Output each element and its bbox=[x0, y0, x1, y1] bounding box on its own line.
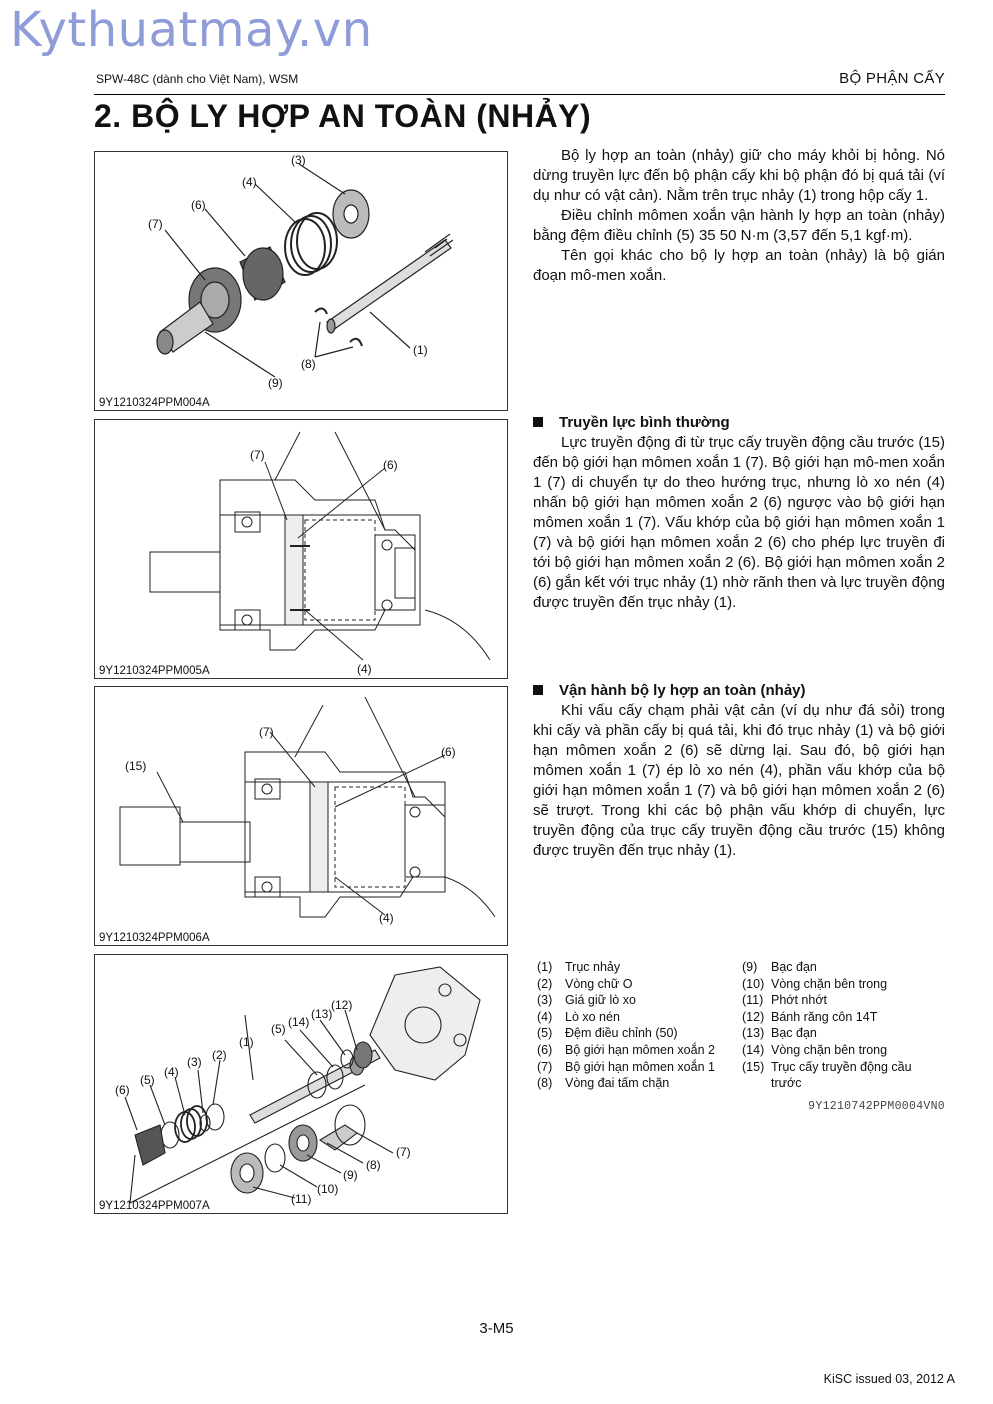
bullet-square-icon bbox=[533, 685, 543, 695]
fig1-label: (3) bbox=[291, 153, 306, 167]
footer-issue: KiSC issued 03, 2012 A bbox=[823, 1372, 955, 1386]
legend-item bbox=[537, 1075, 742, 1092]
fig4-label: (14) bbox=[288, 1015, 310, 1029]
legend-number: (1) bbox=[537, 960, 553, 974]
figure-code: 9Y1210324PPM004A bbox=[99, 397, 210, 409]
legend-text: Trục cấy truyền động cầu trước bbox=[771, 1059, 912, 1091]
fig1-label: (1) bbox=[413, 343, 428, 357]
legend-text: Vòng đai tấm chặn bbox=[565, 1076, 670, 1091]
legend-item bbox=[537, 1042, 742, 1059]
fig4-label: (1) bbox=[239, 1035, 254, 1049]
section-heading-text: Vận hành bộ ly hợp an toàn (nhảy) bbox=[559, 682, 806, 699]
legend-number: (8) bbox=[537, 1076, 553, 1091]
exploded-view-drawing bbox=[95, 152, 507, 410]
fig3-label: (4) bbox=[379, 911, 394, 925]
legend-number: (4) bbox=[537, 1009, 553, 1024]
fig4-label: (5) bbox=[140, 1073, 155, 1087]
fig4-label: (9) bbox=[343, 1168, 358, 1182]
intro-text bbox=[533, 146, 945, 286]
intro-paragraph: Bộ ly hợp an toàn (nhảy) giữ cho máy khỏi bị hỏng. Nó dừng truyền lực đến bộ phận cấy khi bộ phận đó bị quá tải (ví dụ như có vật cản). Nằm trên trục nhảy (1) trong hộp cấy 1. bbox=[533, 147, 945, 204]
site-watermark: Kythuatmay.vn bbox=[10, 2, 373, 58]
legend-number: (3) bbox=[537, 993, 553, 1008]
fig1-label: (6) bbox=[191, 198, 206, 212]
legend-item bbox=[742, 1025, 947, 1042]
intro-paragraph: Tên gọi khác cho bộ ly hợp an toàn (nhảy) là bộ gián đoạn mô-men xoắn. bbox=[533, 247, 945, 284]
fig4-label: (12) bbox=[331, 998, 353, 1012]
fig3-label: (15) bbox=[125, 759, 147, 773]
fig1-label: (7) bbox=[148, 217, 163, 231]
legend-number: (9) bbox=[742, 960, 758, 974]
figure-clutch-operation bbox=[94, 686, 508, 946]
legend-item bbox=[742, 992, 947, 1009]
legend-number: (13) bbox=[742, 1026, 765, 1041]
legend-column bbox=[742, 959, 947, 1092]
legend-number: (7) bbox=[537, 1059, 553, 1074]
cross-section-drawing bbox=[95, 420, 507, 678]
legend-text: Vòng chặn bên trong bbox=[771, 1042, 888, 1057]
legend-text: Đệm điều chỉnh (50) bbox=[565, 1026, 678, 1041]
figure-exploded-view bbox=[94, 151, 508, 411]
section-heading bbox=[533, 681, 945, 701]
legend-text: Phớt nhớt bbox=[771, 993, 828, 1008]
legend-item bbox=[742, 1059, 947, 1092]
legend-column bbox=[537, 959, 742, 1092]
legend-number: (5) bbox=[537, 1026, 553, 1041]
legend-item bbox=[537, 959, 742, 976]
bullet-square-icon bbox=[533, 417, 543, 427]
legend-item bbox=[742, 1042, 947, 1059]
fig4-label: (6) bbox=[115, 1083, 130, 1097]
legend-item bbox=[537, 992, 742, 1009]
fig1-label: (9) bbox=[268, 376, 283, 390]
section-clutch-operation bbox=[533, 681, 945, 861]
fig4-label: (11) bbox=[291, 1192, 312, 1206]
legend-text: Bánh răng côn 14T bbox=[771, 1009, 878, 1024]
fig4-label: (4) bbox=[164, 1065, 179, 1079]
legend-text: Vòng chữ O bbox=[565, 976, 633, 991]
exploded-assembly-drawing bbox=[95, 955, 507, 1213]
fig2-label: (6) bbox=[383, 458, 398, 472]
header-divider bbox=[94, 94, 945, 95]
figure-code: 9Y1210324PPM007A bbox=[99, 1200, 210, 1212]
cross-section-drawing bbox=[95, 687, 507, 945]
figure-code: 9Y1210324PPM005A bbox=[99, 665, 210, 677]
section-normal-transmission bbox=[533, 413, 945, 613]
legend-text: Giá giữ lò xo bbox=[565, 993, 636, 1008]
legend-number: (11) bbox=[742, 993, 764, 1008]
fig4-label: (2) bbox=[212, 1048, 227, 1062]
figure-normal-transmission bbox=[94, 419, 508, 679]
legend-number: (12) bbox=[742, 1009, 765, 1024]
page-number: 3-M5 bbox=[479, 1320, 514, 1337]
fig1-label: (8) bbox=[301, 357, 316, 371]
section-body: Khi vấu cấy chạm phải vật cản (ví dụ như đá sỏi) trong khi cấy và phần cấy bị quá tải, khi đó trục nhảy (1) và bộ giới hạn mômen xoắn 2 (6) sẽ dừng lại. Sau đó, bộ giới hạn mômen xoắn 1 (7) ép lò xo nén (4), phần vấu khớp của bộ giới hạn mômen xoắn 1 (7) và bộ giới hạn mômen xoắn 2 (6) sẽ trượt. Trong khi các bộ phận vấu khớp di chuyển, lực truyền động của trục cấy truyền động cầu trước (15) không được truyền đến trục nhảy (1). bbox=[533, 702, 945, 859]
fig3-label: (7) bbox=[259, 725, 274, 739]
legend-item bbox=[742, 959, 947, 976]
legend-number: (10) bbox=[742, 976, 765, 991]
header-manual-title: SPW-48C (dành cho Việt Nam), WSM bbox=[96, 72, 299, 86]
section-body: Lực truyền động đi từ trục cấy truyền động cầu trước (15) đến bộ giới hạn mômen xoắn 1 (7). Bộ giới hạn mô-men xoắn 1 (7) di chuyển tự do theo hướng trục, nhưng lò xo nén (4) nhấn bộ giới hạn mômen xoắn 2 (6) ngược vào bộ giới hạn mômen xoắn 1 (7). Vấu khớp của bộ giới hạn mômen xoắn 1 (7) và bộ giới hạn mômen xoắn 2 (6) cho phép lực truyền đi tới bộ giới hạn mômen xoắn 2 (6). Bộ giới hạn mômen xoắn 2 (6) gắn kết với trục nhảy (1) nhờ rãnh then và lực truyền động được truyền đến trục nhảy (1). bbox=[533, 434, 945, 611]
legend-item bbox=[537, 1009, 742, 1026]
fig4-label: (5) bbox=[271, 1022, 286, 1036]
legend-item bbox=[537, 976, 742, 993]
fig2-label: (7) bbox=[250, 448, 265, 462]
fig4-label: (3) bbox=[187, 1055, 202, 1069]
fig4-label: (13) bbox=[311, 1007, 333, 1021]
fig4-label: (7) bbox=[396, 1145, 411, 1159]
legend-text: Bạc đạn bbox=[771, 1026, 817, 1041]
legend-text: Trục nhảy bbox=[565, 960, 621, 974]
legend-number: (15) bbox=[742, 1059, 765, 1074]
figure-code: 9Y1210324PPM006A bbox=[99, 932, 210, 944]
legend-code: 9Y1210742PPM0004VN0 bbox=[808, 1100, 945, 1113]
legend-item bbox=[742, 976, 947, 993]
fig1-label: (4) bbox=[242, 175, 257, 189]
legend-text: Bộ giới hạn mômen xoắn 1 bbox=[565, 1059, 715, 1074]
legend-item bbox=[537, 1059, 742, 1076]
page-title: 2. BỘ LY HỢP AN TOÀN (NHẢY) bbox=[94, 98, 592, 134]
fig4-label: (10) bbox=[317, 1182, 339, 1196]
legend-text: Vòng chặn bên trong bbox=[771, 976, 888, 991]
intro-paragraph: Điều chỉnh mômen xoắn vận hành ly hợp an toàn (nhảy) bằng đệm điều chỉnh (5) 35 50 N·m (3,57 đến 5,1 kgf·m). bbox=[533, 207, 945, 244]
figure-exploded-assembly bbox=[94, 954, 508, 1214]
header-section-title: BỘ PHẬN CẤY bbox=[839, 70, 945, 87]
legend-item bbox=[742, 1009, 947, 1026]
legend-number: (14) bbox=[742, 1042, 765, 1057]
fig2-label: (4) bbox=[357, 662, 372, 676]
legend-number: (2) bbox=[537, 976, 553, 991]
legend-text: Bạc đạn bbox=[771, 960, 817, 974]
fig4-label: (8) bbox=[366, 1158, 381, 1172]
fig3-label: (6) bbox=[441, 745, 456, 759]
section-heading bbox=[533, 413, 945, 433]
legend-item bbox=[537, 1025, 742, 1042]
section-heading-text: Truyền lực bình thường bbox=[559, 414, 730, 431]
legend-text: Bộ giới hạn mômen xoắn 2 bbox=[565, 1042, 715, 1057]
legend-number: (6) bbox=[537, 1042, 553, 1057]
legend-text: Lò xo nén bbox=[565, 1009, 620, 1024]
